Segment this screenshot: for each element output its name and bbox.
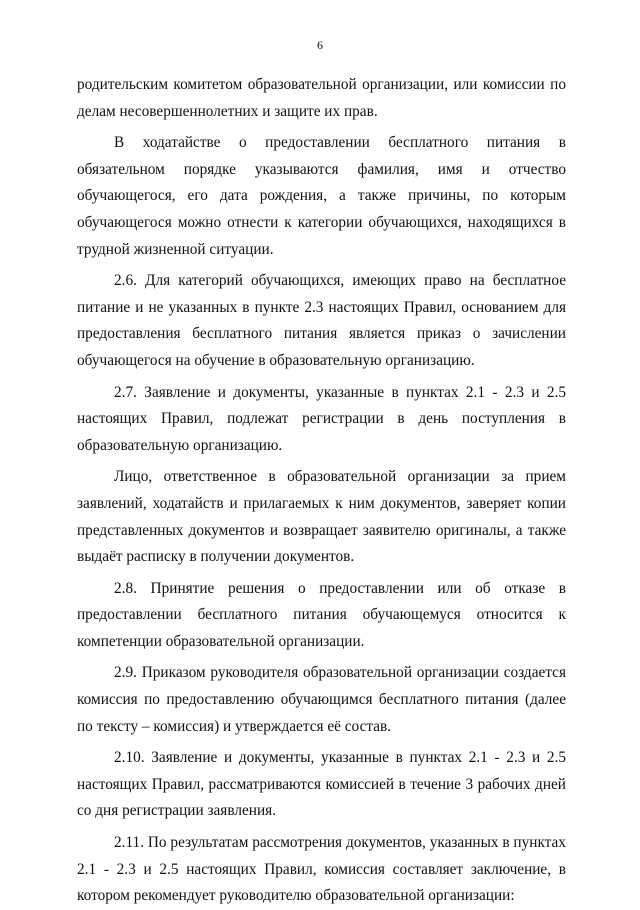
paragraph-2-8: 2.8. Принятие решения о предоставлении или об отказе в предоставлении бесплатного питания обучающемуся относится к компетенции образовательной организации. xyxy=(77,579,566,650)
paragraph-continuation: родительским комитетом образовательной организации, или комиссии по делам несовершеннолетних и защите их прав. xyxy=(77,76,566,120)
document-body xyxy=(77,72,566,910)
paragraph-responsible-person: Лицо, ответственное в образовательной организации за прием заявлений, ходатайств и прилагаемых к ним документов, заверяет копии представленных документов и возвращает заявителю оригиналы, а также выдаёт расписку в получении документов. xyxy=(77,468,566,566)
paragraph-2-7: 2.7. Заявление и документы, указанные в пунктах 2.1 - 2.3 и 2.5 настоящих Правил, подлежат регистрации в день поступления в образовательную организацию. xyxy=(77,383,566,454)
page-number: 6 xyxy=(317,38,323,52)
paragraph-2-6: 2.6. Для категорий обучающихся, имеющих право на бесплатное питание и не указанных в пункте 2.3 настоящих Правил, основанием для предоставления бесплатного питания является приказ о зачислении обучающегося на обучение в образовательную организацию. xyxy=(77,272,566,369)
paragraph-2-11: 2.11. По результатам рассмотрения документов, указанных в пунктах 2.1 - 2.3 и 2.5 настоящих Правил, комиссия составляет заключение, в котором рекомендует руководителю образовательной организации: xyxy=(77,834,566,905)
paragraph-2-10: 2.10. Заявление и документы, указанные в пунктах 2.1 - 2.3 и 2.5 настоящих Правил, рассматриваются комиссией в течение 3 рабочих дней со дня регистрации заявления. xyxy=(77,749,566,820)
paragraph-2-9: 2.9. Приказом руководителя образовательной организации создается комиссия по предоставлению обучающимся бесплатного питания (далее по тексту – комиссия) и утверждается её состав. xyxy=(77,664,566,735)
paragraph-petition-details: В ходатайстве о предоставлении бесплатного питания в обязательном порядке указываются фамилия, имя и отчество обучающегося, его дата рождения, а также причины, по которым обучающегося можно отнести к категории обучающихся, находящихся в трудной жизненной ситуации. xyxy=(77,134,566,258)
